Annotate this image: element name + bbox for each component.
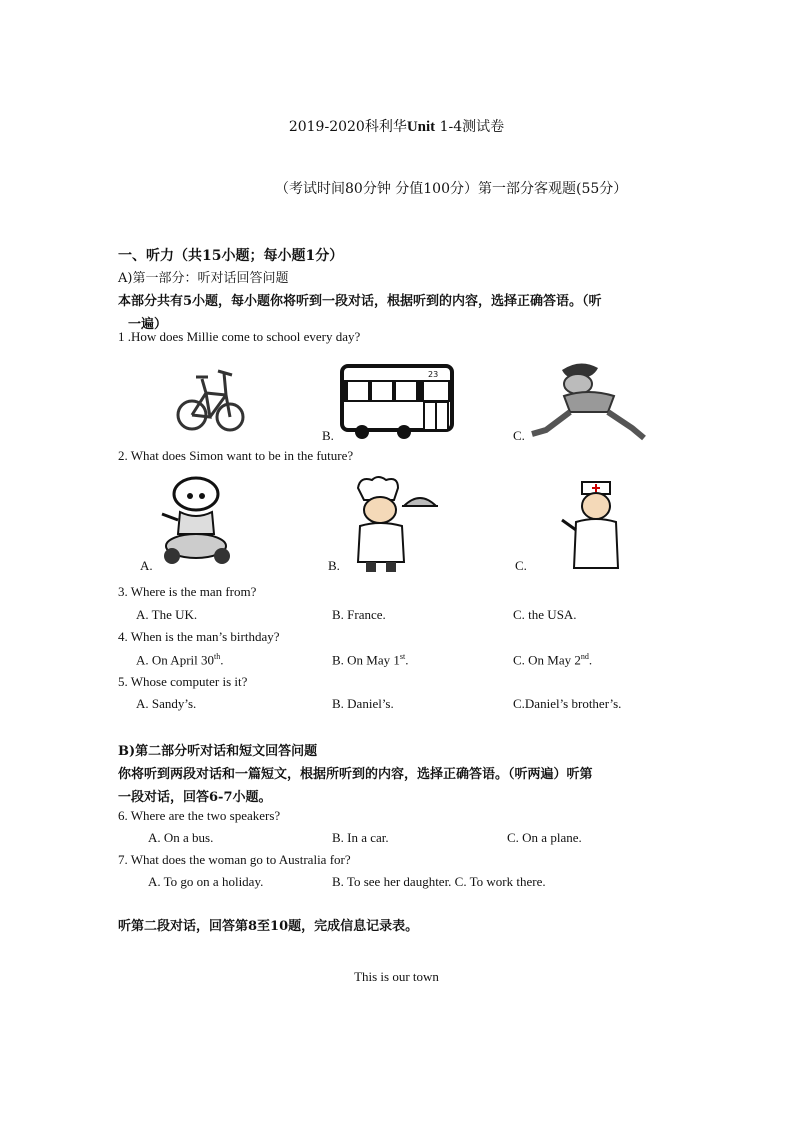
q7-option-a: A. To go on a holiday.: [148, 874, 264, 889]
question-3: 3. Where is the man from?: [118, 584, 257, 599]
q6-option-a: A. On a bus.: [148, 830, 214, 845]
question-1: 1 .How does Millie come to school every day?: [118, 329, 361, 344]
q5-option-a: A. Sandy’s.: [136, 696, 197, 711]
q4-a-text: A. On April 30: [136, 652, 214, 668]
question-4: 4. When is the man’s birthday?: [118, 629, 280, 644]
q2-option-a: A.: [140, 558, 153, 573]
part-a-instruction-2: 一遍）: [128, 317, 168, 332]
second-dialog-instruction: 听第二段对话，回答第8至10题，完成信息记录表。: [118, 919, 419, 934]
q6-option-b: B. In a car.: [332, 830, 389, 845]
bus-number: 23: [428, 370, 439, 379]
question-2: 2. What does Simon want to be in the future?: [118, 448, 354, 463]
q2-option-c: C.: [515, 558, 527, 573]
q4-option-b: [332, 652, 408, 668]
title-suffix: 1-4测试卷: [435, 119, 505, 135]
question-7: 7. What does the woman go to Australia for?: [118, 852, 351, 867]
q6-option-c: C. On a plane.: [507, 830, 582, 845]
q5-option-b: B. Daniel’s.: [332, 696, 394, 711]
q4-c-sup: nd: [580, 652, 589, 661]
q4-c-end: .: [588, 652, 593, 668]
walking-image: [528, 358, 650, 442]
part-b-instruction-2: 一段对话，回答6-7小题。: [118, 790, 272, 805]
exam-info: （考试时间80分钟 分值100分）第一部分客观题(55分）: [275, 181, 628, 197]
part-b-instruction-1: 你将听到两段对话和一篇短文，根据所听到的内容，选择正确答语。（听两遍）听第: [118, 767, 593, 782]
title-prefix: 2019-2020科利华: [288, 119, 407, 135]
chef-image: [346, 474, 438, 574]
q4-option-c: [513, 652, 592, 668]
q3-option-b: B. France.: [332, 607, 386, 622]
question-6: 6. Where are the two speakers?: [118, 808, 281, 823]
q4-c-text: C. On May 2: [513, 652, 581, 668]
policeman-image: [158, 474, 234, 566]
part-b-heading: B)第二部分听对话和短文回答问题: [118, 744, 318, 759]
q3-option-a: A. The UK.: [136, 607, 198, 622]
bus-image: [340, 362, 455, 440]
question-5: 5. Whose computer is it?: [118, 674, 248, 689]
bicycle-image: [176, 355, 246, 440]
page-title: [0, 116, 793, 136]
doctor-image: [556, 478, 636, 572]
q3-option-c: C. the USA.: [513, 607, 577, 622]
q1-option-b: B.: [322, 428, 334, 443]
part-a-instruction-1: 本部分共有5小题，每小题你将听到一段对话，根据听到的内容，选择正确答语。（听: [118, 294, 602, 309]
q4-a-sup: th: [214, 652, 221, 661]
q1-option-c: C.: [513, 428, 525, 443]
q4-option-a: [136, 652, 223, 668]
part-a-heading: A)第一部分：听对话回答问题: [118, 271, 289, 286]
q5-option-c: C.Daniel’s brother’s.: [513, 696, 622, 711]
q4-b-sup: st: [399, 652, 406, 661]
title-unit: Unit: [406, 119, 436, 135]
q4-b-end: .: [405, 652, 409, 668]
q7-option-b: B. To see her daughter. C. To work there.: [332, 874, 546, 889]
table-title: This is our town: [354, 969, 439, 984]
q2-option-b: B.: [328, 558, 340, 573]
section-heading-listening: 一、听力（共15小题；每小题1分）: [118, 248, 344, 264]
q4-a-end: .: [220, 652, 224, 668]
q4-b-text: B. On May 1: [332, 652, 400, 668]
